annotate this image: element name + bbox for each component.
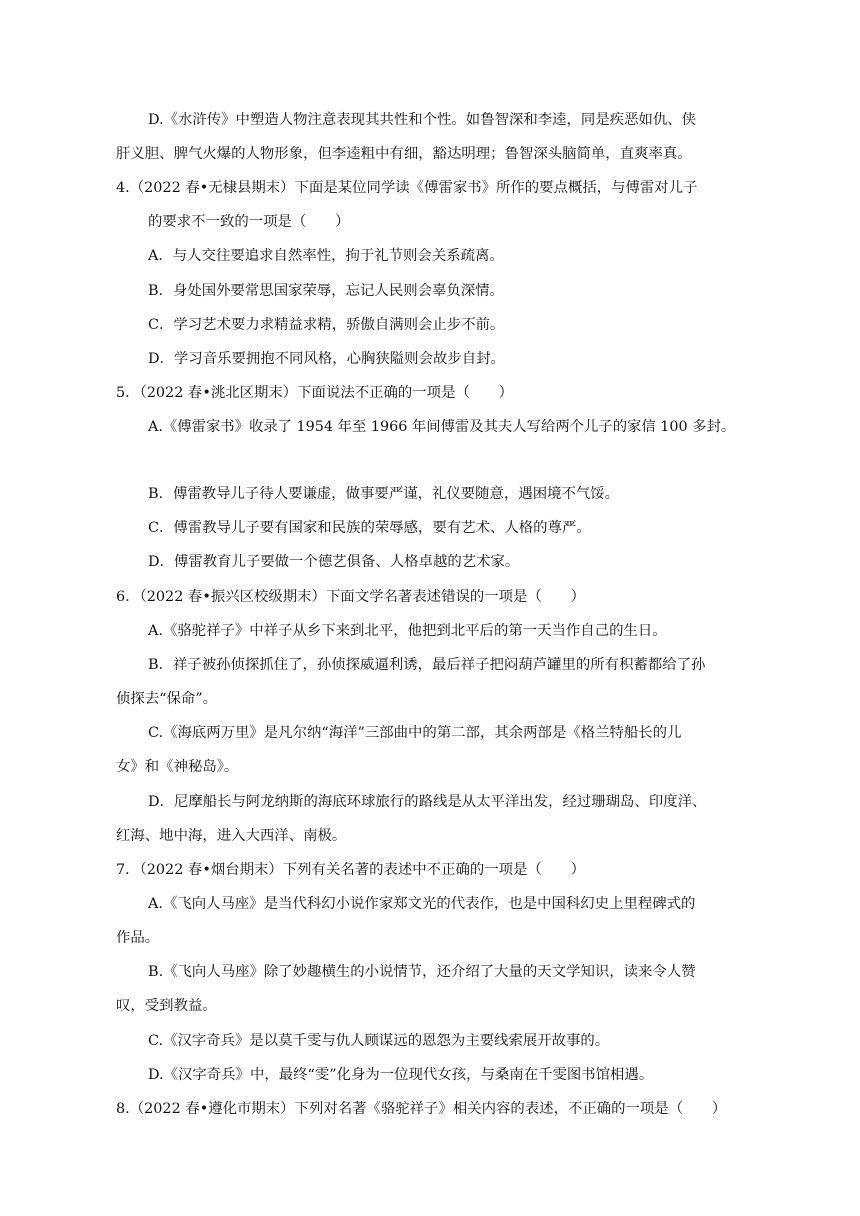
text-line: 叹，受到教益。 <box>116 998 217 1014</box>
option-d: D．学习音乐要拥抱不同风格，心胸狭隘则会故步自封。 <box>148 351 505 367</box>
question-6-stem: 6．（2022 春•振兴区校级期末）下面文学名著表述错误的一项是（ ） <box>116 589 585 605</box>
option-c: C．学习艺术要力求精益求精，骄傲自满则会止步不前。 <box>148 317 505 333</box>
text-line: 侦探去“保命”。 <box>116 691 218 707</box>
text-line: 肝义胆、脾气火爆的人物形象，但李逵粗中有细，豁达明理；鲁智深头脑简单，直爽率真。 <box>116 146 692 162</box>
option-c: C.《汉字奇兵》是以莫千雯与仇人顾谋远的恩怨为主要线索展开故事的。 <box>148 1033 610 1049</box>
option-c: C．傅雷教导儿子要有国家和民族的荣辱感，要有艺术、人格的尊严。 <box>148 520 591 536</box>
text-line: 红海、地中海，进入大西洋、南极。 <box>116 828 347 844</box>
option-a: A.《骆驼祥子》中祥子从乡下来到北平，他把到北平后的第一天当作自己的生日。 <box>148 623 667 639</box>
text-line: 作品。 <box>116 930 160 946</box>
option-d: D.《汉字奇兵》中，最终“雯”化身为一位现代女孩，与桑南在千雯图书馆相遇。 <box>148 1067 654 1083</box>
option-b: B.《飞向人马座》除了妙趣横生的小说情节，还介绍了大量的天文学知识，读来令人赞 <box>148 964 696 980</box>
text-line: 女》和《神秘岛》。 <box>116 759 239 775</box>
question-8-stem: 8.（2022 春•遵化市期末）下列对名著《骆驼祥子》相关内容的表述，不正确的一项是（ ） <box>116 1101 727 1117</box>
option-b: B．祥子被孙侦探抓住了，孙侦探威逼利诱，最后祥子把闷葫芦罐里的所有积蓄都给了孙 <box>148 657 706 673</box>
option-b: B．傅雷教导儿子待人要谦虚，做事要严谨，礼仪要随意，遇困境不气馁。 <box>148 486 620 502</box>
option-d: D．尼摩船长与阿龙纳斯的海底环球旅行的路线是从太平洋出发，经过珊瑚岛、印度洋、 <box>148 794 707 810</box>
option-d: D．傅雷教育儿子要做一个德艺俱备、人格卓越的艺术家。 <box>148 554 520 570</box>
text-line: D.《水浒传》中塑造人物注意表现其共性和个性。如鲁智深和李逵，同是疾恶如仇、侠 <box>148 112 697 128</box>
option-a: A.《飞向人马座》是当代科幻小说作家郑文光的代表作，也是中国科幻史上里程碑式的 <box>148 896 696 912</box>
question-4-stem: 4.（2022 春•无棣县期末）下面是某位同学读《傅雷家书》所作的要点概括，与傅雷对儿子 <box>116 180 698 196</box>
option-a: A.《傅雷家书》收录了 1954 年至 1966 年间傅雷及其夫人写给两个儿子的家信 100 多封。 <box>148 419 736 435</box>
option-b: B．身处国外要常思国家荣辱，忘记人民则会辜负深情。 <box>148 283 504 299</box>
option-a: A．与人交往要追求自然率性，拘于礼节则会关系疏离。 <box>148 248 504 264</box>
option-c: C.《海底两万里》是凡尔纳“海洋”三部曲中的第二部，其余两部是《格兰特船长的儿 <box>148 725 682 741</box>
question-5-stem: 5．（2022 春•洮北区期末）下面说法不正确的一项是（ ） <box>116 385 514 401</box>
question-7-stem: 7．（2022 春•烟台期末）下列有关名著的表述中不正确的一项是（ ） <box>116 862 585 878</box>
text-line: 的要求不一致的一项是（ ） <box>148 214 350 230</box>
